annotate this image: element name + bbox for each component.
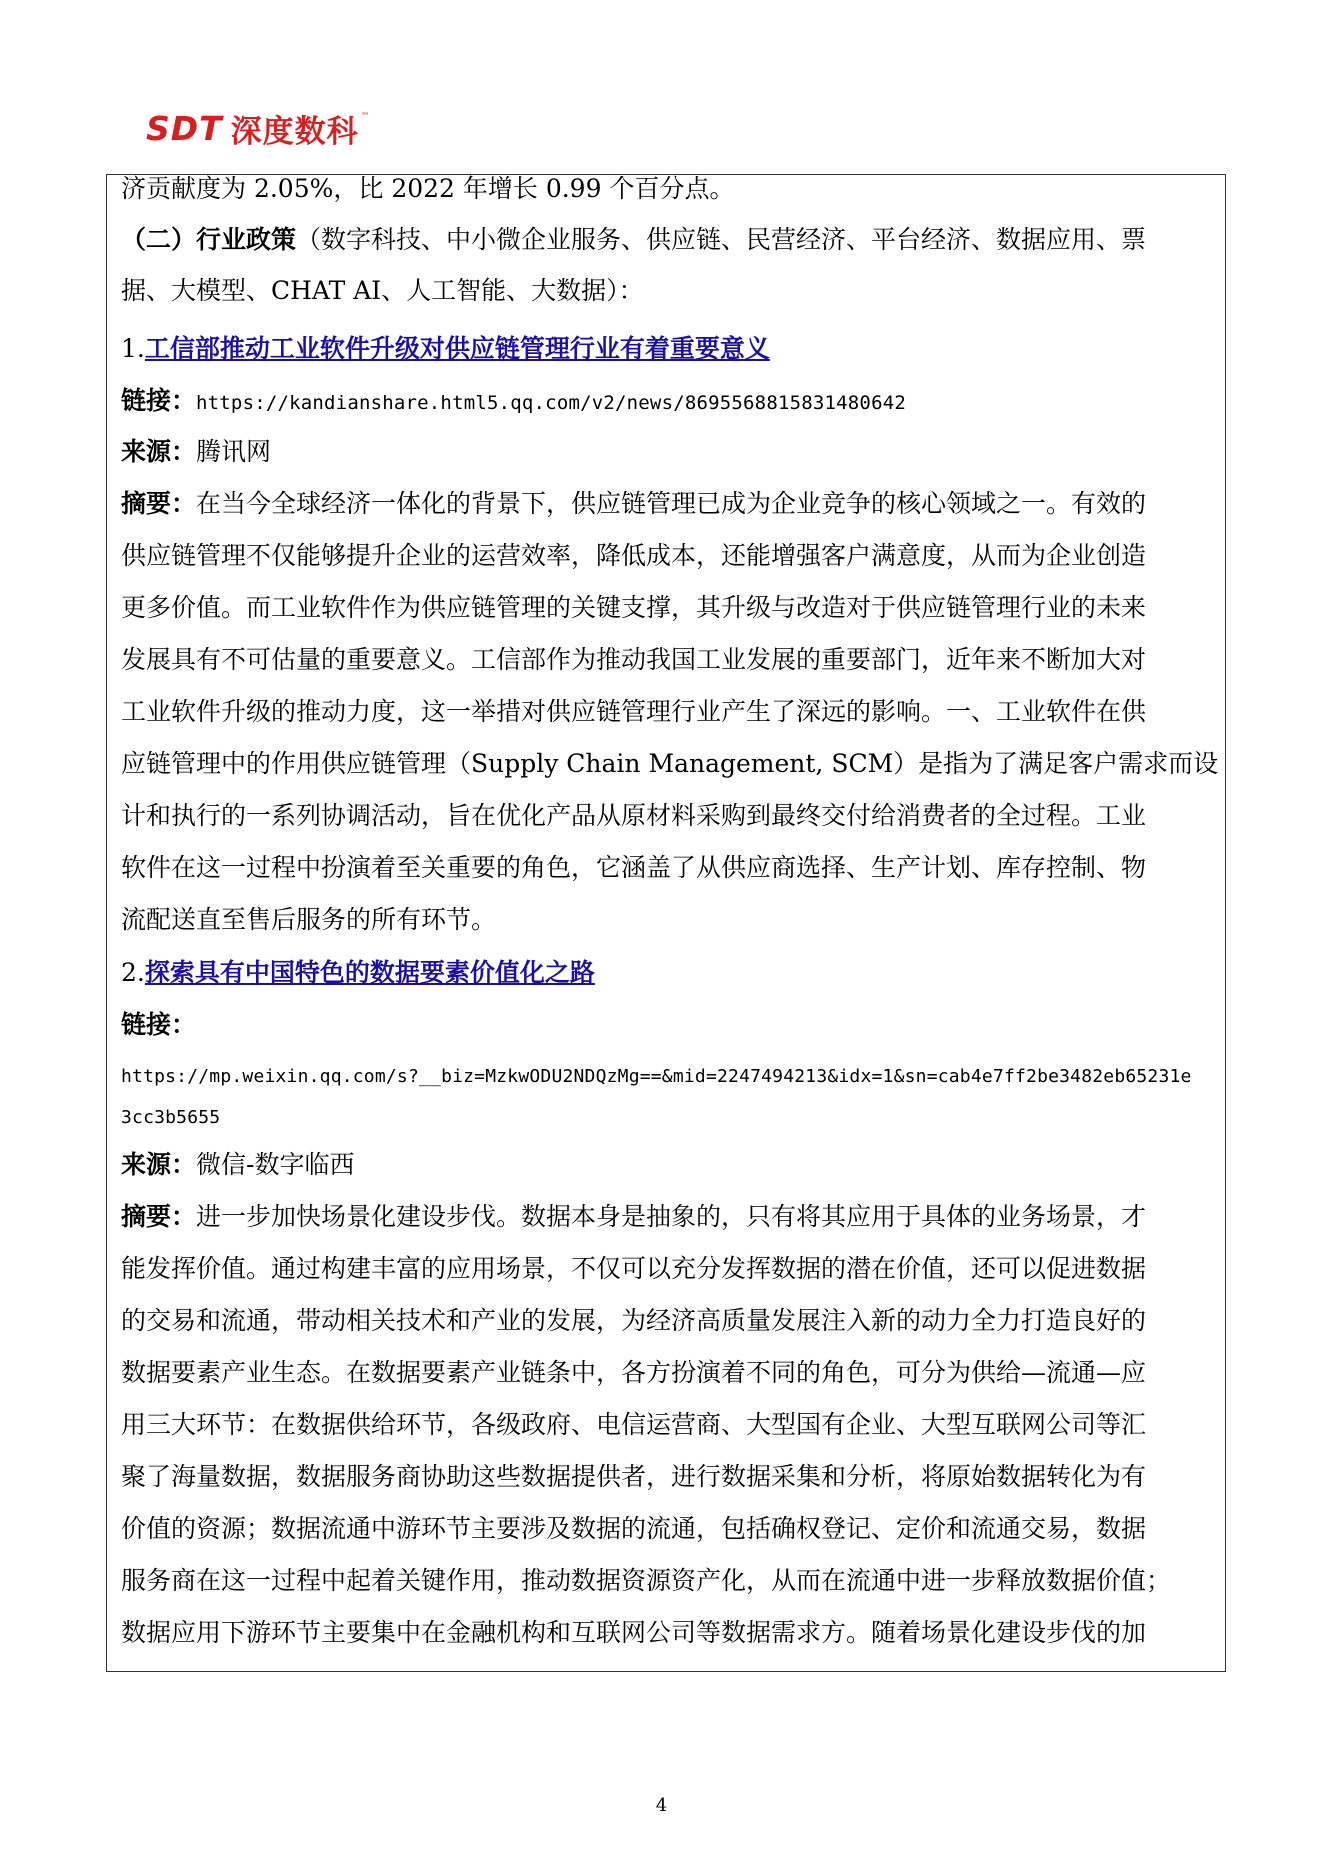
link-label: 链接：	[121, 386, 197, 415]
article-2-link-line	[121, 1007, 1211, 1043]
article-2-summary-line: 用三大环节：在数据供给环节，各级政府、电信运营商、大型国有企业、大型互联网公司等汇	[121, 1410, 1147, 1439]
article-1-summary-text: 在当今全球经济一体化的背景下，供应链管理已成为企业竞争的核心领域之一。有效的	[196, 489, 1147, 518]
article-2-source: 微信-数字临西	[196, 1150, 355, 1179]
article-2-url[interactable]: https://mp.weixin.qq.com/s?__biz=MzkwODU2NDQzMg==&mid=2247494213&idx=1&sn=cab4e7ff2be3482eb65231e	[121, 1066, 1192, 1087]
article-2-summary-line: 的交易和流通，带动相关技术和产业的发展，为经济高质量发展注入新的动力全力打造良好的	[121, 1306, 1147, 1335]
section-heading: （二）行业政策	[121, 225, 297, 254]
link-label: 链接：	[121, 1010, 197, 1039]
article-1-summary-line: 供应链管理不仅能够提升企业的运营效率，降低成本，还能增强客户满意度，从而为企业创造	[121, 541, 1147, 570]
article-1-summary-line: 流配送直至售后服务的所有环节。	[121, 905, 497, 934]
article-1-title-link[interactable]: 工信部推动工业软件升级对供应链管理行业有着重要意义	[144, 334, 770, 363]
section-keywords-cont: 据、大模型、CHAT AI、人工智能、大数据）：	[121, 276, 644, 305]
article-1-url[interactable]: https://kandianshare.html5.qq.com/v2/news/8695568815831480642	[196, 392, 906, 414]
article-1-summary-line: 应链管理中的作用供应链管理（Supply Chain Management, SCM）是指为了满足客户需求而设	[121, 749, 1219, 778]
logo-mark: SDT	[146, 108, 223, 148]
article-1-summary-line: 工业软件升级的推动力度，这一举措对供应链管理行业产生了深远的影响。一、工业软件在供	[121, 697, 1147, 726]
logo-text: 深度数科	[230, 113, 359, 150]
section-heading-line	[121, 222, 1211, 258]
summary-label: 摘要：	[121, 489, 197, 518]
article-1-link-line	[121, 383, 1211, 421]
article-2-title-line	[121, 955, 1211, 991]
article-1-summary-line: 发展具有不可估量的重要意义。工信部作为推动我国工业发展的重要部门，近年来不断加大对	[121, 645, 1147, 674]
article-1-summary-line: 软件在这一过程中扮演着至关重要的角色，它涵盖了从供应商选择、生产计划、库存控制、物	[121, 853, 1147, 882]
article-2-title-link[interactable]: 探索具有中国特色的数据要素价值化之路	[144, 958, 595, 987]
article-2-summary-text: 进一步加快场景化建设步伐。数据本身是抽象的，只有将其应用于具体的业务场景，才	[196, 1202, 1147, 1231]
article-1-summary-line: 计和执行的一系列协调活动，旨在优化产品从原材料采购到最终交付给消费者的全过程。工业	[121, 801, 1147, 830]
article-2-summary-line: 聚了海量数据，数据服务商协助这些数据提供者，进行数据采集和分析，将原始数据转化为有	[121, 1462, 1147, 1491]
article-2-source-line	[121, 1147, 1211, 1183]
article-2-number: 2.	[121, 958, 145, 987]
content-box	[106, 174, 1226, 1672]
page-number: 4	[655, 1795, 668, 1816]
article-2-summary-line: 价值的资源；数据流通中游环节主要涉及数据的流通，包括确权登记、定价和流通交易，数据	[121, 1514, 1147, 1543]
article-1-source-line	[121, 434, 1211, 470]
logo-trademark: ™	[360, 112, 370, 122]
article-2-summary-line	[121, 1199, 1211, 1235]
article-1-summary-line	[121, 486, 1211, 522]
source-label: 来源：	[121, 1150, 197, 1179]
article-2-summary-line: 数据要素产业生态。在数据要素产业链条中，各方扮演着不同的角色，可分为供给—流通—应	[121, 1358, 1147, 1387]
source-label: 来源：	[121, 437, 197, 466]
article-1-summary-line: 更多价值。而工业软件作为供应链管理的关键支撑，其升级与改造对于供应链管理行业的未来	[121, 593, 1147, 622]
summary-label: 摘要：	[121, 1202, 197, 1231]
article-1-number: 1.	[121, 334, 145, 363]
article-1-source: 腾讯网	[196, 437, 272, 466]
section-keywords: （数字科技、中小微企业服务、供应链、民营经济、平台经济、数据应用、票	[296, 225, 1147, 254]
article-2-summary-line: 数据应用下游环节主要集中在金融机构和互联网公司等数据需求方。随着场景化建设步伐的加	[121, 1618, 1147, 1647]
body-line: 济贡献度为 2.05%，比 2022 年增长 0.99 个百分点。	[121, 174, 735, 203]
article-2-summary-line: 能发挥价值。通过构建丰富的应用场景，不仅可以充分发挥数据的潜在价值，还可以促进数据	[121, 1254, 1147, 1283]
article-1-title-line	[121, 331, 1211, 367]
article-2-summary-line: 服务商在这一过程中起着关键作用，推动数据资源资产化，从而在流通中进一步释放数据价值；	[121, 1566, 1172, 1595]
company-logo	[146, 108, 370, 148]
article-2-url-cont[interactable]: 3cc3b5655	[121, 1107, 221, 1128]
